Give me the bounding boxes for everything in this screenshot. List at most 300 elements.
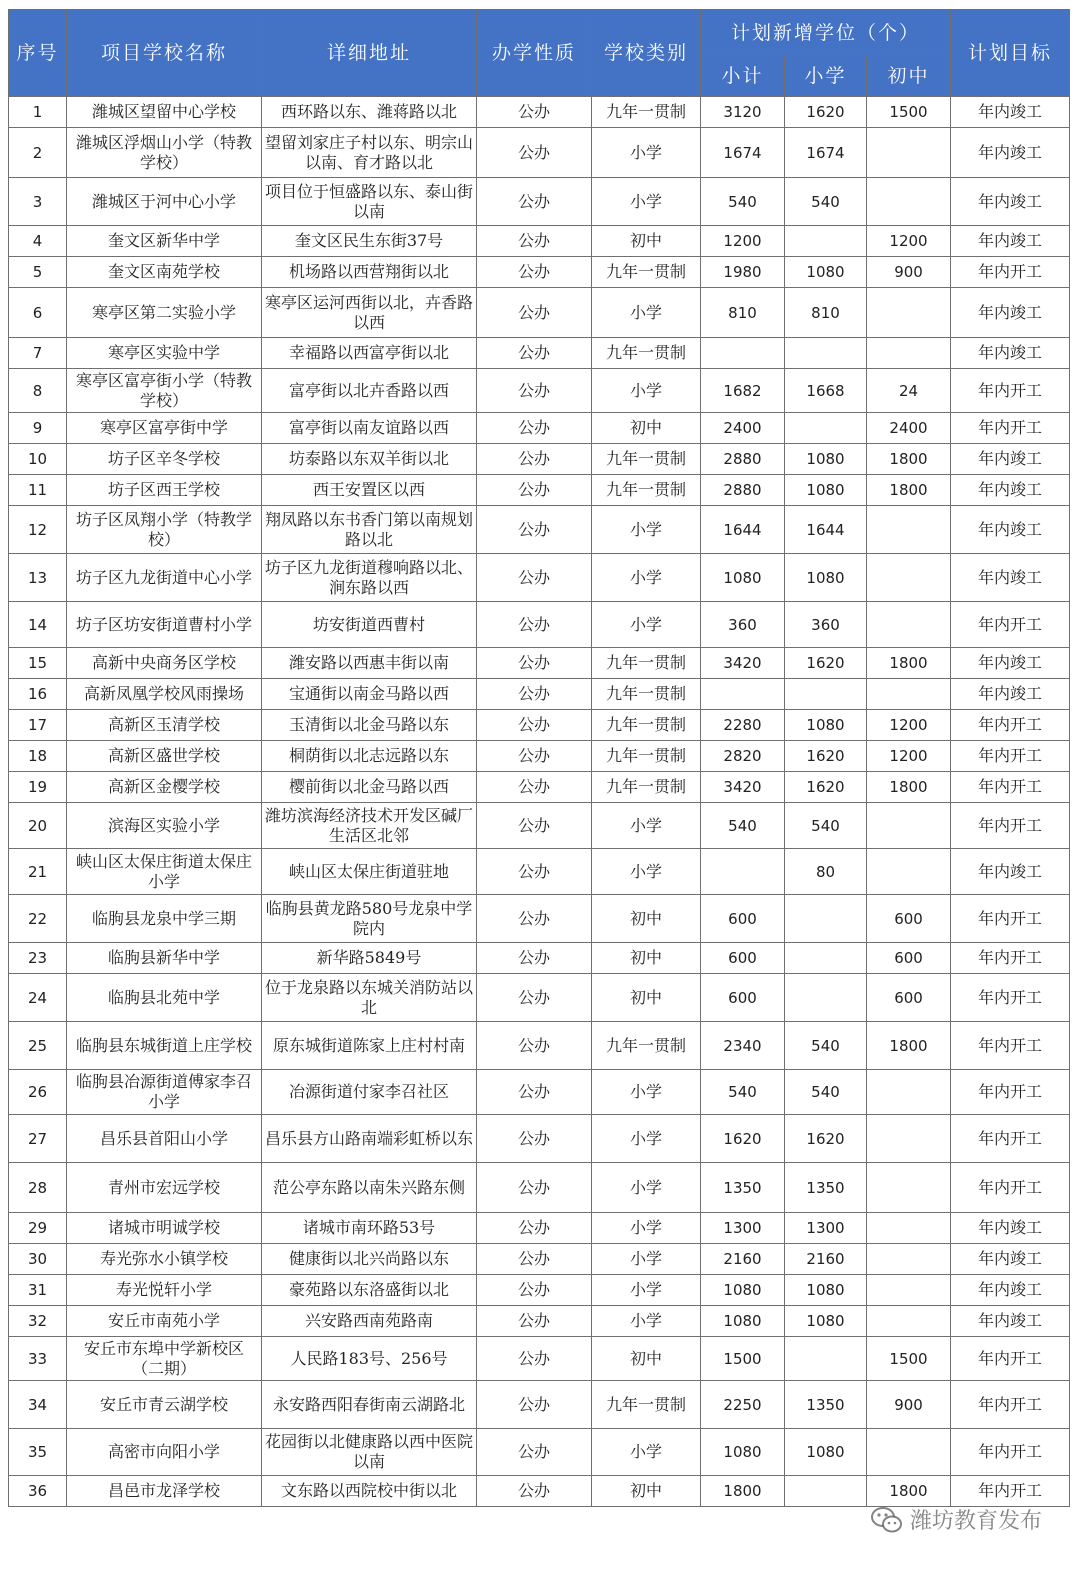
cell-seq: 24 — [9, 974, 67, 1022]
cell-seq: 8 — [9, 369, 67, 413]
cell-subtotal — [701, 679, 785, 710]
cell-junior — [867, 1275, 951, 1306]
header-category: 学校类别 — [592, 10, 701, 97]
cell-target: 年内竣工 — [951, 1306, 1070, 1337]
cell-seq: 17 — [9, 710, 67, 741]
cell-subtotal: 1080 — [701, 554, 785, 602]
cell-school-name: 奎文区南苑学校 — [67, 257, 262, 288]
cell-school-name: 高新区盛世学校 — [67, 741, 262, 772]
cell-nature: 公办 — [477, 1337, 592, 1381]
cell-school-name: 奎文区新华中学 — [67, 226, 262, 257]
cell-school-name: 高密市向阳小学 — [67, 1429, 262, 1476]
cell-target: 年内开工 — [951, 369, 1070, 413]
watermark — [870, 1504, 1042, 1535]
cell-category: 小学 — [592, 1163, 701, 1213]
cell-nature: 公办 — [477, 1163, 592, 1213]
cell-nature: 公办 — [477, 1115, 592, 1163]
cell-address: 豪苑路以东洛盛街以北 — [262, 1275, 477, 1306]
cell-subtotal: 540 — [701, 803, 785, 849]
cell-primary: 1080 — [785, 710, 867, 741]
cell-target: 年内开工 — [951, 943, 1070, 974]
cell-nature: 公办 — [477, 444, 592, 475]
cell-school-name: 寿光悦轩小学 — [67, 1275, 262, 1306]
cell-seq: 30 — [9, 1244, 67, 1275]
cell-school-name: 坊子区辛冬学校 — [67, 444, 262, 475]
cell-primary: 1620 — [785, 97, 867, 128]
cell-category: 小学 — [592, 1070, 701, 1115]
cell-subtotal: 2340 — [701, 1022, 785, 1070]
cell-address: 坊泰路以东双羊街以北 — [262, 444, 477, 475]
cell-category: 小学 — [592, 1244, 701, 1275]
cell-junior — [867, 1213, 951, 1244]
cell-category: 小学 — [592, 1275, 701, 1306]
cell-primary: 540 — [785, 178, 867, 226]
cell-subtotal: 810 — [701, 288, 785, 338]
cell-junior — [867, 506, 951, 554]
cell-junior: 600 — [867, 943, 951, 974]
cell-junior: 1200 — [867, 710, 951, 741]
cell-school-name: 昌乐县首阳山小学 — [67, 1115, 262, 1163]
table-row — [9, 97, 1070, 128]
cell-seq: 21 — [9, 849, 67, 895]
cell-seq: 25 — [9, 1022, 67, 1070]
cell-primary — [785, 974, 867, 1022]
cell-target: 年内开工 — [951, 1381, 1070, 1429]
cell-primary: 1620 — [785, 648, 867, 679]
wechat-icon — [870, 1505, 904, 1535]
cell-subtotal: 1080 — [701, 1306, 785, 1337]
cell-seq: 27 — [9, 1115, 67, 1163]
cell-school-name: 寿光弥水小镇学校 — [67, 1244, 262, 1275]
cell-category: 小学 — [592, 178, 701, 226]
cell-target: 年内开工 — [951, 1429, 1070, 1476]
cell-subtotal: 600 — [701, 943, 785, 974]
cell-nature: 公办 — [477, 226, 592, 257]
cell-subtotal: 600 — [701, 895, 785, 943]
table-row — [9, 648, 1070, 679]
cell-nature: 公办 — [477, 974, 592, 1022]
cell-subtotal: 1350 — [701, 1163, 785, 1213]
cell-seq: 10 — [9, 444, 67, 475]
cell-category: 九年一贯制 — [592, 772, 701, 803]
cell-junior — [867, 849, 951, 895]
cell-category: 小学 — [592, 554, 701, 602]
cell-junior: 900 — [867, 257, 951, 288]
cell-category: 小学 — [592, 803, 701, 849]
cell-category: 九年一贯制 — [592, 648, 701, 679]
cell-subtotal: 2820 — [701, 741, 785, 772]
cell-category: 九年一贯制 — [592, 338, 701, 369]
cell-seq: 19 — [9, 772, 67, 803]
cell-category: 九年一贯制 — [592, 257, 701, 288]
cell-primary: 1674 — [785, 128, 867, 178]
cell-category: 九年一贯制 — [592, 1381, 701, 1429]
cell-subtotal: 1800 — [701, 1476, 785, 1507]
table-row — [9, 710, 1070, 741]
cell-primary: 810 — [785, 288, 867, 338]
cell-category: 初中 — [592, 226, 701, 257]
cell-school-name: 临朐县东城街道上庄学校 — [67, 1022, 262, 1070]
cell-category: 小学 — [592, 849, 701, 895]
cell-seq: 18 — [9, 741, 67, 772]
header-target: 计划目标 — [951, 10, 1070, 97]
cell-junior — [867, 602, 951, 648]
cell-address: 人民路183号、256号 — [262, 1337, 477, 1381]
cell-subtotal: 600 — [701, 974, 785, 1022]
cell-primary: 1080 — [785, 444, 867, 475]
cell-address: 兴安路西南苑路南 — [262, 1306, 477, 1337]
cell-address: 奎文区民生东街37号 — [262, 226, 477, 257]
cell-seq: 29 — [9, 1213, 67, 1244]
cell-target: 年内竣工 — [951, 1275, 1070, 1306]
cell-target: 年内竣工 — [951, 679, 1070, 710]
cell-category: 初中 — [592, 943, 701, 974]
table-row — [9, 413, 1070, 444]
cell-seq: 26 — [9, 1070, 67, 1115]
cell-target: 年内开工 — [951, 1022, 1070, 1070]
cell-junior: 900 — [867, 1381, 951, 1429]
cell-address: 富亭街以南友谊路以西 — [262, 413, 477, 444]
cell-address: 宝通街以南金马路以西 — [262, 679, 477, 710]
cell-junior: 1800 — [867, 1476, 951, 1507]
cell-subtotal — [701, 338, 785, 369]
table-row — [9, 895, 1070, 943]
cell-target: 年内竣工 — [951, 648, 1070, 679]
cell-category: 初中 — [592, 413, 701, 444]
cell-subtotal — [701, 849, 785, 895]
cell-junior — [867, 288, 951, 338]
table-row — [9, 178, 1070, 226]
cell-primary: 1668 — [785, 369, 867, 413]
cell-target: 年内开工 — [951, 895, 1070, 943]
cell-nature: 公办 — [477, 257, 592, 288]
cell-junior: 1800 — [867, 772, 951, 803]
cell-target: 年内开工 — [951, 1070, 1070, 1115]
cell-seq: 20 — [9, 803, 67, 849]
cell-junior — [867, 1306, 951, 1337]
cell-school-name: 临朐县龙泉中学三期 — [67, 895, 262, 943]
cell-target: 年内开工 — [951, 257, 1070, 288]
cell-seq: 36 — [9, 1476, 67, 1507]
cell-school-name: 寒亭区富亭街小学（特教学校） — [67, 369, 262, 413]
cell-target: 年内开工 — [951, 602, 1070, 648]
cell-school-name: 高新区玉清学校 — [67, 710, 262, 741]
cell-target: 年内开工 — [951, 741, 1070, 772]
cell-seq: 12 — [9, 506, 67, 554]
cell-address: 潍安路以西惠丰街以南 — [262, 648, 477, 679]
cell-target: 年内开工 — [951, 1476, 1070, 1507]
cell-target: 年内竣工 — [951, 475, 1070, 506]
cell-junior: 1800 — [867, 444, 951, 475]
cell-primary: 1620 — [785, 772, 867, 803]
cell-seq: 11 — [9, 475, 67, 506]
table-row — [9, 288, 1070, 338]
cell-junior: 600 — [867, 974, 951, 1022]
cell-school-name: 临朐县新华中学 — [67, 943, 262, 974]
cell-address: 诸城市南环路53号 — [262, 1213, 477, 1244]
cell-seq: 13 — [9, 554, 67, 602]
cell-junior: 1500 — [867, 97, 951, 128]
header-school-name: 项目学校名称 — [67, 10, 262, 97]
cell-school-name: 潍城区望留中心学校 — [67, 97, 262, 128]
cell-address: 桐荫街以北志远路以东 — [262, 741, 477, 772]
cell-primary: 1080 — [785, 554, 867, 602]
cell-nature: 公办 — [477, 943, 592, 974]
cell-nature: 公办 — [477, 1275, 592, 1306]
cell-school-name: 安丘市青云湖学校 — [67, 1381, 262, 1429]
cell-school-name: 潍城区浮烟山小学（特教学校） — [67, 128, 262, 178]
cell-subtotal: 540 — [701, 1070, 785, 1115]
table-row — [9, 1163, 1070, 1213]
cell-primary: 80 — [785, 849, 867, 895]
cell-address: 机场路以西营翔街以北 — [262, 257, 477, 288]
table-row — [9, 741, 1070, 772]
cell-address: 范公亭东路以南朱兴路东侧 — [262, 1163, 477, 1213]
cell-subtotal: 1980 — [701, 257, 785, 288]
table-row — [9, 1306, 1070, 1337]
cell-school-name: 坊子区九龙街道中心小学 — [67, 554, 262, 602]
cell-address: 翔凤路以东书香门第以南规划路以北 — [262, 506, 477, 554]
cell-subtotal: 1682 — [701, 369, 785, 413]
cell-nature: 公办 — [477, 413, 592, 444]
cell-target: 年内开工 — [951, 710, 1070, 741]
cell-nature: 公办 — [477, 1213, 592, 1244]
cell-category: 初中 — [592, 1337, 701, 1381]
cell-address: 樱前街以北金马路以西 — [262, 772, 477, 803]
cell-nature: 公办 — [477, 895, 592, 943]
cell-category: 初中 — [592, 895, 701, 943]
cell-junior — [867, 1244, 951, 1275]
cell-nature: 公办 — [477, 128, 592, 178]
cell-category: 小学 — [592, 1429, 701, 1476]
cell-nature: 公办 — [477, 338, 592, 369]
cell-address: 西王安置区以西 — [262, 475, 477, 506]
cell-junior — [867, 1429, 951, 1476]
cell-primary: 1080 — [785, 1275, 867, 1306]
table-row — [9, 1275, 1070, 1306]
cell-subtotal: 2280 — [701, 710, 785, 741]
cell-address: 峡山区太保庄街道驻地 — [262, 849, 477, 895]
table-row — [9, 554, 1070, 602]
cell-nature: 公办 — [477, 475, 592, 506]
cell-seq: 7 — [9, 338, 67, 369]
cell-address: 坊安街道西曹村 — [262, 602, 477, 648]
cell-junior: 24 — [867, 369, 951, 413]
cell-address: 昌乐县方山路南端彩虹桥以东 — [262, 1115, 477, 1163]
cell-school-name: 坊子区西王学校 — [67, 475, 262, 506]
cell-nature: 公办 — [477, 1306, 592, 1337]
header-address: 详细地址 — [262, 10, 477, 97]
cell-category: 九年一贯制 — [592, 97, 701, 128]
cell-seq: 31 — [9, 1275, 67, 1306]
cell-subtotal: 3420 — [701, 648, 785, 679]
cell-subtotal: 540 — [701, 178, 785, 226]
cell-primary — [785, 226, 867, 257]
cell-nature: 公办 — [477, 178, 592, 226]
table-row — [9, 1244, 1070, 1275]
table-row — [9, 1381, 1070, 1429]
cell-junior: 600 — [867, 895, 951, 943]
cell-seq: 1 — [9, 97, 67, 128]
cell-school-name: 安丘市东埠中学新校区（二期） — [67, 1337, 262, 1381]
cell-primary: 1350 — [785, 1381, 867, 1429]
cell-junior — [867, 338, 951, 369]
cell-category: 小学 — [592, 369, 701, 413]
cell-school-name: 高新区金樱学校 — [67, 772, 262, 803]
cell-address: 幸福路以西富亭街以北 — [262, 338, 477, 369]
cell-seq: 35 — [9, 1429, 67, 1476]
cell-seq: 28 — [9, 1163, 67, 1213]
cell-seq: 22 — [9, 895, 67, 943]
cell-school-name: 高新凤凰学校风雨操场 — [67, 679, 262, 710]
watermark-text: 潍坊教育发布 — [909, 1509, 1042, 1534]
cell-category: 九年一贯制 — [592, 444, 701, 475]
cell-primary: 360 — [785, 602, 867, 648]
cell-primary: 540 — [785, 1022, 867, 1070]
table-row — [9, 772, 1070, 803]
cell-primary: 1080 — [785, 475, 867, 506]
cell-address: 位于龙泉路以东城关消防站以北 — [262, 974, 477, 1022]
table-row — [9, 1213, 1070, 1244]
cell-subtotal: 2250 — [701, 1381, 785, 1429]
cell-nature: 公办 — [477, 602, 592, 648]
cell-target: 年内开工 — [951, 1115, 1070, 1163]
cell-target: 年内竣工 — [951, 444, 1070, 475]
cell-seq: 16 — [9, 679, 67, 710]
cell-nature: 公办 — [477, 741, 592, 772]
cell-category: 九年一贯制 — [592, 741, 701, 772]
cell-junior — [867, 1115, 951, 1163]
cell-junior — [867, 679, 951, 710]
cell-address: 永安路西阳春街南云湖路北 — [262, 1381, 477, 1429]
cell-address: 花园街以北健康路以西中医院以南 — [262, 1429, 477, 1476]
table-row — [9, 226, 1070, 257]
cell-seq: 32 — [9, 1306, 67, 1337]
cell-category: 九年一贯制 — [592, 679, 701, 710]
cell-subtotal: 1200 — [701, 226, 785, 257]
cell-seq: 14 — [9, 602, 67, 648]
table-body — [9, 97, 1070, 1507]
cell-category: 小学 — [592, 1213, 701, 1244]
table-row — [9, 1070, 1070, 1115]
cell-target: 年内竣工 — [951, 849, 1070, 895]
cell-subtotal: 2880 — [701, 475, 785, 506]
cell-subtotal: 3120 — [701, 97, 785, 128]
header-planned-seats: 计划新增学位（个） — [701, 10, 951, 56]
table-row — [9, 803, 1070, 849]
cell-nature: 公办 — [477, 710, 592, 741]
table-row — [9, 1429, 1070, 1476]
cell-target: 年内竣工 — [951, 554, 1070, 602]
cell-category: 初中 — [592, 974, 701, 1022]
cell-target: 年内开工 — [951, 803, 1070, 849]
cell-junior: 2400 — [867, 413, 951, 444]
cell-school-name: 青州市宏远学校 — [67, 1163, 262, 1213]
cell-nature: 公办 — [477, 1022, 592, 1070]
cell-primary — [785, 943, 867, 974]
cell-primary: 1644 — [785, 506, 867, 554]
table-row — [9, 257, 1070, 288]
cell-category: 小学 — [592, 288, 701, 338]
cell-school-name: 寒亭区富亭街中学 — [67, 413, 262, 444]
cell-school-name: 滨海区实验小学 — [67, 803, 262, 849]
cell-seq: 2 — [9, 128, 67, 178]
cell-category: 九年一贯制 — [592, 710, 701, 741]
cell-address: 项目位于恒盛路以东、泰山街以南 — [262, 178, 477, 226]
table-row — [9, 369, 1070, 413]
cell-address: 临朐县黄龙路580号龙泉中学院内 — [262, 895, 477, 943]
cell-target: 年内开工 — [951, 772, 1070, 803]
cell-address: 新华路5849号 — [262, 943, 477, 974]
cell-target: 年内竣工 — [951, 288, 1070, 338]
cell-address: 坊子区九龙街道穆响路以北、涧东路以西 — [262, 554, 477, 602]
cell-address: 寒亭区运河西街以北，卉香路以西 — [262, 288, 477, 338]
cell-junior — [867, 1070, 951, 1115]
cell-target: 年内竣工 — [951, 226, 1070, 257]
cell-nature: 公办 — [477, 772, 592, 803]
cell-nature: 公办 — [477, 803, 592, 849]
cell-target: 年内竣工 — [951, 506, 1070, 554]
cell-nature: 公办 — [477, 648, 592, 679]
cell-seq: 23 — [9, 943, 67, 974]
cell-junior: 1800 — [867, 648, 951, 679]
cell-school-name: 潍城区于河中心小学 — [67, 178, 262, 226]
cell-school-name: 临朐县冶源街道傅家李召小学 — [67, 1070, 262, 1115]
cell-address: 玉清街以北金马路以东 — [262, 710, 477, 741]
schools-table — [8, 9, 1070, 1507]
cell-school-name: 坊子区凤翔小学（特教学校） — [67, 506, 262, 554]
cell-primary — [785, 413, 867, 444]
cell-junior: 1200 — [867, 741, 951, 772]
cell-subtotal: 3420 — [701, 772, 785, 803]
cell-seq: 33 — [9, 1337, 67, 1381]
cell-primary — [785, 679, 867, 710]
cell-nature: 公办 — [477, 288, 592, 338]
cell-school-name: 寒亭区实验中学 — [67, 338, 262, 369]
cell-seq: 5 — [9, 257, 67, 288]
cell-category: 小学 — [592, 128, 701, 178]
cell-primary — [785, 895, 867, 943]
cell-address: 健康街以北兴尚路以东 — [262, 1244, 477, 1275]
cell-category: 小学 — [592, 1306, 701, 1337]
cell-target: 年内开工 — [951, 1163, 1070, 1213]
cell-junior: 1800 — [867, 1022, 951, 1070]
cell-primary: 1350 — [785, 1163, 867, 1213]
cell-junior: 1200 — [867, 226, 951, 257]
cell-target: 年内竣工 — [951, 338, 1070, 369]
table-row — [9, 338, 1070, 369]
table-row — [9, 1022, 1070, 1070]
table-row — [9, 444, 1070, 475]
cell-subtotal: 360 — [701, 602, 785, 648]
cell-primary: 2160 — [785, 1244, 867, 1275]
cell-seq: 6 — [9, 288, 67, 338]
cell-primary: 1080 — [785, 1306, 867, 1337]
cell-primary — [785, 338, 867, 369]
cell-category: 小学 — [592, 602, 701, 648]
cell-primary: 540 — [785, 1070, 867, 1115]
cell-primary: 1300 — [785, 1213, 867, 1244]
cell-junior — [867, 554, 951, 602]
cell-nature: 公办 — [477, 1429, 592, 1476]
cell-subtotal: 1500 — [701, 1337, 785, 1381]
cell-nature: 公办 — [477, 1476, 592, 1507]
cell-primary — [785, 1337, 867, 1381]
cell-seq: 3 — [9, 178, 67, 226]
cell-primary: 1080 — [785, 257, 867, 288]
cell-school-name: 峡山区太保庄街道太保庄小学 — [67, 849, 262, 895]
cell-target: 年内开工 — [951, 413, 1070, 444]
